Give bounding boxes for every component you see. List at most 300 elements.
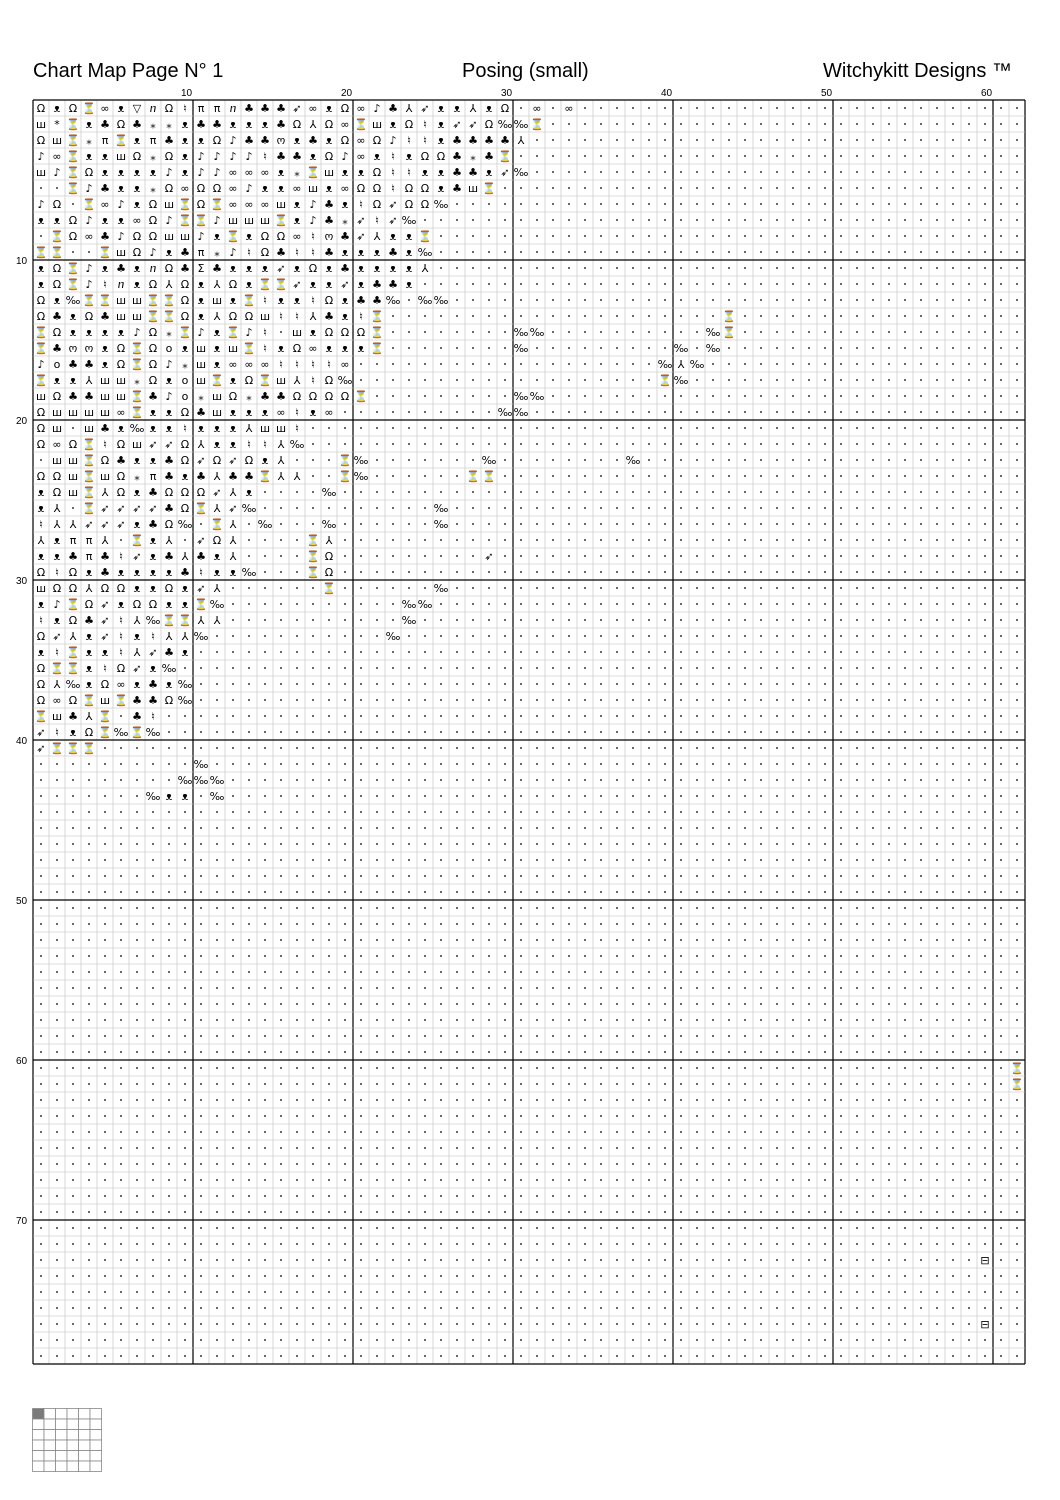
stitch-symbol: ⅄ bbox=[325, 534, 333, 547]
empty-cell-dot bbox=[872, 1035, 874, 1037]
empty-cell-dot bbox=[536, 971, 538, 973]
empty-cell-dot bbox=[248, 1083, 250, 1085]
empty-cell-dot bbox=[520, 1291, 522, 1293]
empty-cell-dot bbox=[280, 699, 282, 701]
empty-cell-dot bbox=[632, 987, 634, 989]
stitch-symbol: Ω bbox=[372, 198, 382, 211]
empty-cell-dot bbox=[472, 939, 474, 941]
empty-cell-dot bbox=[600, 907, 602, 909]
empty-cell-dot bbox=[968, 987, 970, 989]
empty-cell-dot bbox=[616, 987, 618, 989]
empty-cell-dot bbox=[280, 811, 282, 813]
empty-cell-dot bbox=[904, 987, 906, 989]
empty-cell-dot bbox=[888, 811, 890, 813]
empty-cell-dot bbox=[712, 795, 714, 797]
empty-cell-dot bbox=[248, 955, 250, 957]
empty-cell-dot bbox=[824, 1243, 826, 1245]
empty-cell-dot bbox=[680, 299, 682, 301]
stitch-symbol: ⏳ bbox=[82, 198, 96, 211]
empty-cell-dot bbox=[680, 203, 682, 205]
empty-cell-dot bbox=[552, 347, 554, 349]
stitch-symbol: ⏳ bbox=[370, 326, 384, 339]
stitch-symbol: ⴖ bbox=[149, 102, 157, 115]
empty-cell-dot bbox=[504, 987, 506, 989]
empty-cell-dot bbox=[184, 1275, 186, 1277]
empty-cell-dot bbox=[888, 203, 890, 205]
empty-cell-dot bbox=[856, 379, 858, 381]
empty-cell-dot bbox=[88, 779, 90, 781]
empty-cell-dot bbox=[712, 475, 714, 477]
empty-cell-dot bbox=[808, 587, 810, 589]
empty-cell-dot bbox=[776, 475, 778, 477]
empty-cell-dot bbox=[200, 523, 202, 525]
empty-cell-dot bbox=[728, 1147, 730, 1149]
empty-cell-dot bbox=[536, 779, 538, 781]
empty-cell-dot bbox=[888, 827, 890, 829]
empty-cell-dot bbox=[552, 1291, 554, 1293]
empty-cell-dot bbox=[440, 1179, 442, 1181]
empty-cell-dot bbox=[968, 155, 970, 157]
empty-cell-dot bbox=[568, 619, 570, 621]
empty-cell-dot bbox=[712, 1339, 714, 1341]
empty-cell-dot bbox=[376, 427, 378, 429]
empty-cell-dot bbox=[728, 251, 730, 253]
empty-cell-dot bbox=[904, 955, 906, 957]
empty-cell-dot bbox=[728, 827, 730, 829]
empty-cell-dot bbox=[472, 1131, 474, 1133]
empty-cell-dot bbox=[568, 891, 570, 893]
empty-cell-dot bbox=[120, 1355, 122, 1357]
empty-cell-dot bbox=[872, 843, 874, 845]
empty-cell-dot bbox=[168, 955, 170, 957]
stitch-symbol: ш bbox=[115, 246, 127, 259]
empty-cell-dot bbox=[312, 1291, 314, 1293]
empty-cell-dot bbox=[856, 203, 858, 205]
empty-cell-dot bbox=[600, 347, 602, 349]
empty-cell-dot bbox=[776, 619, 778, 621]
empty-cell-dot bbox=[728, 507, 730, 509]
empty-cell-dot bbox=[152, 1339, 154, 1341]
stitch-symbol: ⅄ bbox=[133, 646, 141, 659]
stitch-symbol: ♣ bbox=[164, 470, 174, 483]
empty-cell-dot bbox=[232, 795, 234, 797]
empty-cell-dot bbox=[216, 955, 218, 957]
empty-cell-dot bbox=[712, 715, 714, 717]
empty-cell-dot bbox=[760, 427, 762, 429]
empty-cell-dot bbox=[312, 1067, 314, 1069]
empty-cell-dot bbox=[168, 1275, 170, 1277]
stitch-symbol: ♣ bbox=[100, 182, 110, 195]
empty-cell-dot bbox=[600, 171, 602, 173]
empty-cell-dot bbox=[328, 1131, 330, 1133]
empty-cell-dot bbox=[744, 363, 746, 365]
stitch-symbol: ⏳ bbox=[82, 438, 96, 451]
empty-cell-dot bbox=[392, 539, 394, 541]
empty-cell-dot bbox=[664, 315, 666, 317]
empty-cell-dot bbox=[584, 875, 586, 877]
empty-cell-dot bbox=[920, 635, 922, 637]
empty-cell-dot bbox=[328, 987, 330, 989]
empty-cell-dot bbox=[504, 1131, 506, 1133]
empty-cell-dot bbox=[856, 1259, 858, 1261]
stitch-symbol: ᴥ bbox=[85, 118, 93, 131]
empty-cell-dot bbox=[696, 651, 698, 653]
empty-cell-dot bbox=[824, 619, 826, 621]
empty-cell-dot bbox=[72, 1323, 74, 1325]
stitch-symbol: ⏳ bbox=[146, 294, 160, 307]
empty-cell-dot bbox=[904, 523, 906, 525]
empty-cell-dot bbox=[344, 1083, 346, 1085]
empty-cell-dot bbox=[72, 1163, 74, 1165]
empty-cell-dot bbox=[856, 827, 858, 829]
stitch-symbol: Ω bbox=[68, 230, 78, 243]
empty-cell-dot bbox=[936, 507, 938, 509]
empty-cell-dot bbox=[712, 155, 714, 157]
empty-cell-dot bbox=[1016, 523, 1018, 525]
empty-cell-dot bbox=[840, 1259, 842, 1261]
empty-cell-dot bbox=[808, 955, 810, 957]
empty-cell-dot bbox=[104, 1243, 106, 1245]
empty-cell-dot bbox=[392, 907, 394, 909]
empty-cell-dot bbox=[888, 507, 890, 509]
empty-cell-dot bbox=[696, 347, 698, 349]
empty-cell-dot bbox=[888, 539, 890, 541]
empty-cell-dot bbox=[552, 747, 554, 749]
empty-cell-dot bbox=[376, 1115, 378, 1117]
stitch-symbol: ᴥ bbox=[389, 230, 397, 243]
empty-cell-dot bbox=[600, 987, 602, 989]
stitch-symbol: ᴥ bbox=[213, 550, 221, 563]
empty-cell-dot bbox=[728, 107, 730, 109]
empty-cell-dot bbox=[424, 635, 426, 637]
empty-cell-dot bbox=[664, 699, 666, 701]
empty-cell-dot bbox=[600, 715, 602, 717]
empty-cell-dot bbox=[296, 939, 298, 941]
stitch-symbol: ‰ bbox=[385, 630, 401, 643]
empty-cell-dot bbox=[376, 699, 378, 701]
empty-cell-dot bbox=[376, 923, 378, 925]
minimap-page bbox=[33, 1451, 45, 1462]
empty-cell-dot bbox=[520, 795, 522, 797]
empty-cell-dot bbox=[696, 619, 698, 621]
empty-cell-dot bbox=[248, 555, 250, 557]
empty-cell-dot bbox=[904, 475, 906, 477]
empty-cell-dot bbox=[696, 331, 698, 333]
stitch-symbol: ⏳ bbox=[722, 310, 736, 323]
empty-cell-dot bbox=[648, 171, 650, 173]
empty-cell-dot bbox=[872, 1275, 874, 1277]
stitch-symbol: ᴥ bbox=[165, 246, 173, 259]
stitch-symbol: π bbox=[149, 470, 157, 483]
stitch-symbol: ⏳ bbox=[34, 342, 48, 355]
empty-cell-dot bbox=[328, 1179, 330, 1181]
empty-cell-dot bbox=[808, 699, 810, 701]
empty-cell-dot bbox=[968, 267, 970, 269]
empty-cell-dot bbox=[824, 475, 826, 477]
stitch-symbol: ‰ bbox=[257, 518, 273, 531]
empty-cell-dot bbox=[536, 859, 538, 861]
stitch-symbol: Ω bbox=[180, 406, 190, 419]
empty-cell-dot bbox=[472, 923, 474, 925]
empty-cell-dot bbox=[632, 699, 634, 701]
stitch-symbol: π bbox=[85, 550, 93, 563]
empty-cell-dot bbox=[696, 587, 698, 589]
stitch-symbol: ᴥ bbox=[101, 646, 109, 659]
empty-cell-dot bbox=[952, 315, 954, 317]
empty-cell-dot bbox=[984, 427, 986, 429]
empty-cell-dot bbox=[632, 907, 634, 909]
minimap-page bbox=[56, 1451, 68, 1462]
empty-cell-dot bbox=[648, 1115, 650, 1117]
empty-cell-dot bbox=[776, 1035, 778, 1037]
empty-cell-dot bbox=[1000, 203, 1002, 205]
empty-cell-dot bbox=[248, 1131, 250, 1133]
empty-cell-dot bbox=[296, 587, 298, 589]
empty-cell-dot bbox=[88, 251, 90, 253]
empty-cell-dot bbox=[360, 587, 362, 589]
empty-cell-dot bbox=[376, 731, 378, 733]
empty-cell-dot bbox=[520, 203, 522, 205]
empty-cell-dot bbox=[360, 571, 362, 573]
empty-cell-dot bbox=[808, 235, 810, 237]
empty-cell-dot bbox=[1000, 1131, 1002, 1133]
empty-cell-dot bbox=[648, 1211, 650, 1213]
empty-cell-dot bbox=[568, 779, 570, 781]
empty-cell-dot bbox=[280, 939, 282, 941]
empty-cell-dot bbox=[744, 555, 746, 557]
empty-cell-dot bbox=[920, 1115, 922, 1117]
empty-cell-dot bbox=[824, 1259, 826, 1261]
empty-cell-dot bbox=[632, 1067, 634, 1069]
empty-cell-dot bbox=[744, 1179, 746, 1181]
empty-cell-dot bbox=[616, 715, 618, 717]
empty-cell-dot bbox=[904, 1051, 906, 1053]
empty-cell-dot bbox=[744, 619, 746, 621]
empty-cell-dot bbox=[744, 875, 746, 877]
empty-cell-dot bbox=[184, 907, 186, 909]
empty-cell-dot bbox=[408, 699, 410, 701]
stitch-symbol: ➶ bbox=[148, 646, 158, 659]
stitch-symbol: ➶ bbox=[132, 550, 142, 563]
empty-cell-dot bbox=[1016, 123, 1018, 125]
empty-cell-dot bbox=[552, 443, 554, 445]
stitch-symbol: Ω bbox=[164, 262, 174, 275]
empty-cell-dot bbox=[808, 1035, 810, 1037]
minimap-page bbox=[79, 1409, 91, 1420]
stitch-symbol: ♮ bbox=[55, 566, 59, 579]
empty-cell-dot bbox=[504, 587, 506, 589]
empty-cell-dot bbox=[616, 923, 618, 925]
empty-cell-dot bbox=[392, 875, 394, 877]
empty-cell-dot bbox=[824, 507, 826, 509]
empty-cell-dot bbox=[328, 1211, 330, 1213]
empty-cell-dot bbox=[776, 1211, 778, 1213]
empty-cell-dot bbox=[664, 603, 666, 605]
empty-cell-dot bbox=[920, 219, 922, 221]
empty-cell-dot bbox=[40, 1115, 42, 1117]
empty-cell-dot bbox=[712, 891, 714, 893]
empty-cell-dot bbox=[488, 235, 490, 237]
empty-cell-dot bbox=[440, 779, 442, 781]
empty-cell-dot bbox=[632, 267, 634, 269]
empty-cell-dot bbox=[920, 1083, 922, 1085]
empty-cell-dot bbox=[344, 763, 346, 765]
empty-cell-dot bbox=[136, 779, 138, 781]
stitch-symbol: ш bbox=[195, 374, 207, 387]
empty-cell-dot bbox=[760, 555, 762, 557]
empty-cell-dot bbox=[312, 715, 314, 717]
empty-cell-dot bbox=[968, 443, 970, 445]
empty-cell-dot bbox=[184, 1339, 186, 1341]
stitch-symbol: ➶ bbox=[116, 502, 126, 515]
empty-cell-dot bbox=[952, 1019, 954, 1021]
empty-cell-dot bbox=[776, 683, 778, 685]
empty-cell-dot bbox=[56, 1275, 58, 1277]
empty-cell-dot bbox=[312, 1131, 314, 1133]
empty-cell-dot bbox=[792, 955, 794, 957]
empty-cell-dot bbox=[952, 1147, 954, 1149]
empty-cell-dot bbox=[136, 1131, 138, 1133]
empty-cell-dot bbox=[504, 187, 506, 189]
empty-cell-dot bbox=[600, 923, 602, 925]
empty-cell-dot bbox=[920, 1195, 922, 1197]
stitch-symbol: ∞ bbox=[116, 406, 126, 419]
empty-cell-dot bbox=[328, 1003, 330, 1005]
empty-cell-dot bbox=[1016, 635, 1018, 637]
empty-cell-dot bbox=[1000, 1083, 1002, 1085]
empty-cell-dot bbox=[296, 1147, 298, 1149]
empty-cell-dot bbox=[952, 555, 954, 557]
empty-cell-dot bbox=[872, 1147, 874, 1149]
empty-cell-dot bbox=[312, 1211, 314, 1213]
empty-cell-dot bbox=[1016, 443, 1018, 445]
stitch-symbol: Ω bbox=[132, 230, 142, 243]
empty-cell-dot bbox=[392, 859, 394, 861]
stitch-symbol: ∞ bbox=[356, 134, 366, 147]
stitch-symbol: ⅄ bbox=[53, 518, 61, 531]
stitch-symbol: ♣ bbox=[196, 550, 206, 563]
empty-cell-dot bbox=[168, 1163, 170, 1165]
empty-cell-dot bbox=[312, 459, 314, 461]
empty-cell-dot bbox=[888, 283, 890, 285]
empty-cell-dot bbox=[360, 1019, 362, 1021]
empty-cell-dot bbox=[152, 1323, 154, 1325]
stitch-symbol: π bbox=[197, 246, 205, 259]
empty-cell-dot bbox=[888, 795, 890, 797]
empty-cell-dot bbox=[584, 987, 586, 989]
empty-cell-dot bbox=[616, 507, 618, 509]
empty-cell-dot bbox=[392, 699, 394, 701]
stitch-symbol: ♣ bbox=[244, 102, 254, 115]
empty-cell-dot bbox=[616, 1195, 618, 1197]
empty-cell-dot bbox=[840, 811, 842, 813]
empty-cell-dot bbox=[840, 187, 842, 189]
empty-cell-dot bbox=[984, 283, 986, 285]
empty-cell-dot bbox=[360, 1003, 362, 1005]
empty-cell-dot bbox=[456, 283, 458, 285]
stitch-symbol: ⏳ bbox=[306, 166, 320, 179]
empty-cell-dot bbox=[904, 315, 906, 317]
empty-cell-dot bbox=[344, 683, 346, 685]
empty-cell-dot bbox=[200, 1243, 202, 1245]
empty-cell-dot bbox=[456, 507, 458, 509]
empty-cell-dot bbox=[376, 795, 378, 797]
empty-cell-dot bbox=[760, 363, 762, 365]
stitch-symbol: ᴥ bbox=[165, 566, 173, 579]
empty-cell-dot bbox=[728, 203, 730, 205]
empty-cell-dot bbox=[184, 1115, 186, 1117]
empty-cell-dot bbox=[792, 251, 794, 253]
empty-cell-dot bbox=[296, 1275, 298, 1277]
stitch-symbol: Ω bbox=[148, 374, 158, 387]
empty-cell-dot bbox=[488, 1067, 490, 1069]
empty-cell-dot bbox=[520, 1307, 522, 1309]
stitch-symbol: ♣ bbox=[212, 262, 222, 275]
empty-cell-dot bbox=[376, 1355, 378, 1357]
empty-cell-dot bbox=[968, 507, 970, 509]
empty-cell-dot bbox=[520, 1355, 522, 1357]
empty-cell-dot bbox=[744, 1211, 746, 1213]
empty-cell-dot bbox=[632, 347, 634, 349]
empty-cell-dot bbox=[920, 555, 922, 557]
empty-cell-dot bbox=[88, 827, 90, 829]
empty-cell-dot bbox=[584, 1179, 586, 1181]
empty-cell-dot bbox=[120, 987, 122, 989]
stitch-symbol: ᴥ bbox=[149, 406, 157, 419]
empty-cell-dot bbox=[792, 1179, 794, 1181]
stitch-symbol: ᴥ bbox=[165, 598, 173, 611]
stitch-symbol: ш bbox=[51, 134, 63, 147]
stitch-symbol: Ω bbox=[132, 150, 142, 163]
empty-cell-dot bbox=[488, 603, 490, 605]
stitch-symbol: ‰ bbox=[513, 390, 529, 403]
empty-cell-dot bbox=[1016, 203, 1018, 205]
empty-cell-dot bbox=[200, 1019, 202, 1021]
empty-cell-dot bbox=[760, 795, 762, 797]
stitch-symbol: ♣ bbox=[276, 102, 286, 115]
empty-cell-dot bbox=[904, 539, 906, 541]
empty-cell-dot bbox=[840, 971, 842, 973]
empty-cell-dot bbox=[328, 1099, 330, 1101]
empty-cell-dot bbox=[456, 299, 458, 301]
empty-cell-dot bbox=[312, 1003, 314, 1005]
empty-cell-dot bbox=[1016, 955, 1018, 957]
empty-cell-dot bbox=[888, 1227, 890, 1229]
empty-cell-dot bbox=[680, 443, 682, 445]
empty-cell-dot bbox=[648, 1243, 650, 1245]
empty-cell-dot bbox=[984, 843, 986, 845]
empty-cell-dot bbox=[520, 1099, 522, 1101]
empty-cell-dot bbox=[488, 427, 490, 429]
empty-cell-dot bbox=[568, 1323, 570, 1325]
empty-cell-dot bbox=[488, 907, 490, 909]
empty-cell-dot bbox=[504, 267, 506, 269]
empty-cell-dot bbox=[344, 1227, 346, 1229]
empty-cell-dot bbox=[376, 1339, 378, 1341]
stitch-symbol: Ω bbox=[36, 294, 46, 307]
empty-cell-dot bbox=[360, 443, 362, 445]
empty-cell-dot bbox=[728, 1051, 730, 1053]
empty-cell-dot bbox=[824, 491, 826, 493]
empty-cell-dot bbox=[552, 699, 554, 701]
stitch-symbol: Ω bbox=[164, 150, 174, 163]
empty-cell-dot bbox=[248, 1355, 250, 1357]
empty-cell-dot bbox=[808, 1019, 810, 1021]
empty-cell-dot bbox=[136, 987, 138, 989]
empty-cell-dot bbox=[1016, 747, 1018, 749]
empty-cell-dot bbox=[840, 715, 842, 717]
empty-cell-dot bbox=[856, 891, 858, 893]
